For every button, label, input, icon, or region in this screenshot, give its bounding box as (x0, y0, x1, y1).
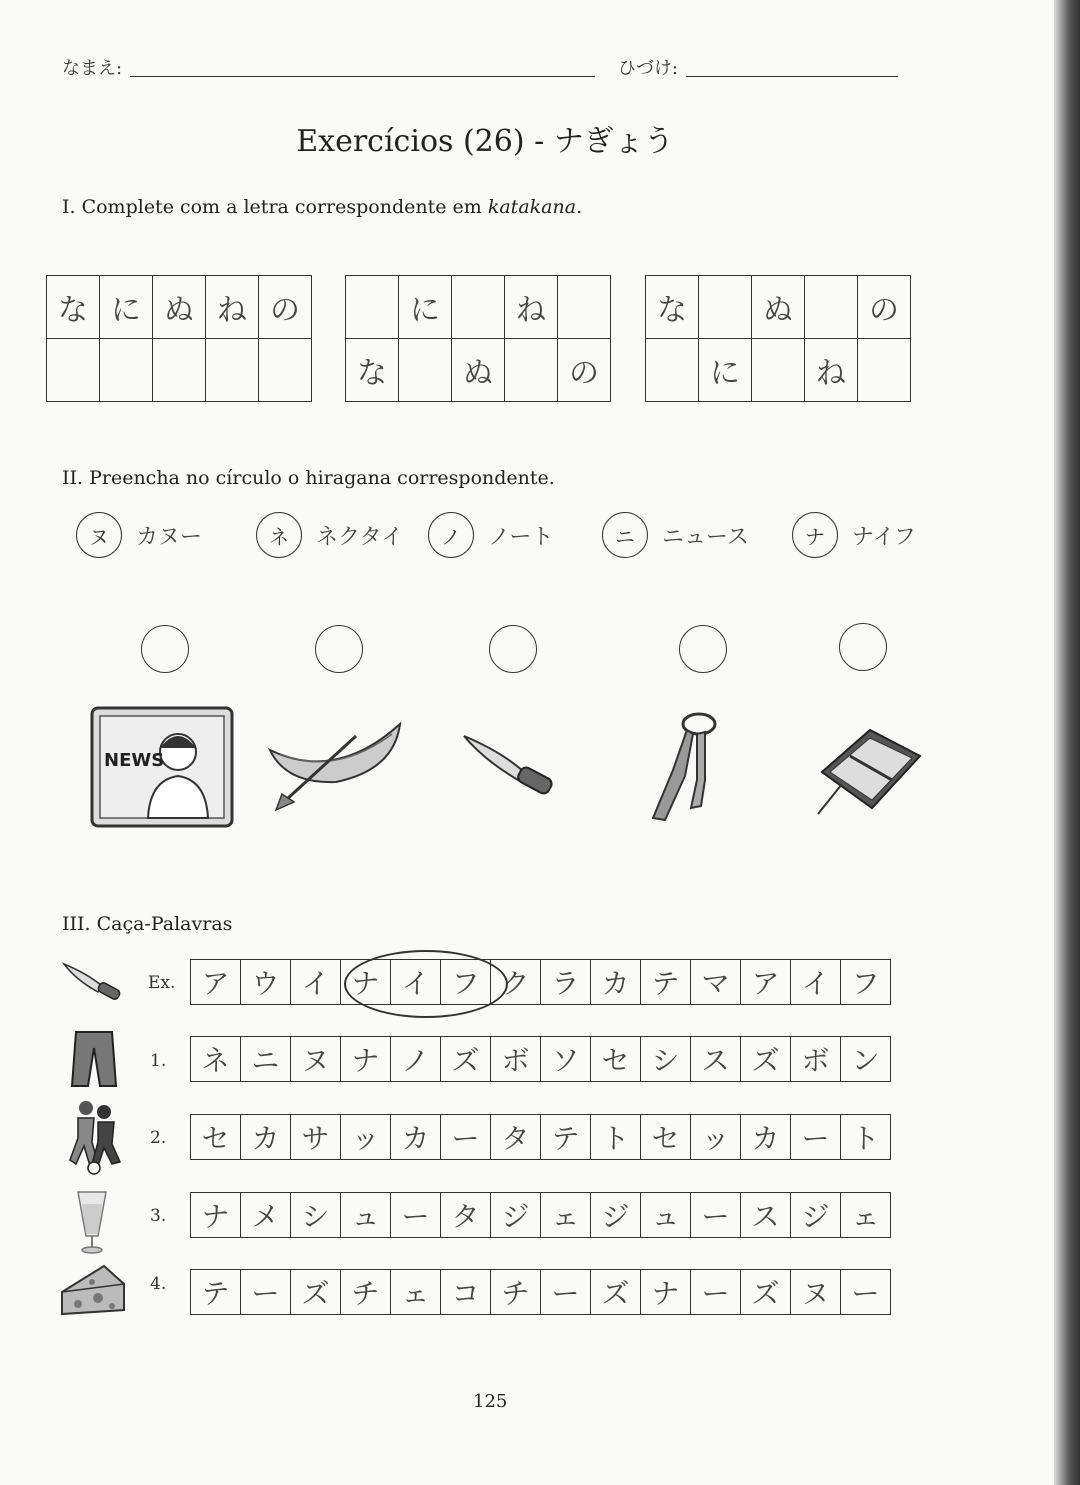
kana-word-pair (602, 512, 749, 558)
word-search-cell[interactable]: セ (591, 1037, 641, 1082)
word-search-cell[interactable]: ア (191, 960, 241, 1005)
kana-cell[interactable] (346, 276, 399, 339)
kana-cell: に (699, 339, 752, 402)
word-search-row-4 (190, 1269, 891, 1315)
kana-cell[interactable] (100, 339, 153, 402)
word-search-cell[interactable]: ラ (541, 960, 591, 1005)
kana-cell: な (346, 339, 399, 402)
word-search-cell[interactable]: ヌ (291, 1037, 341, 1082)
word-search-cell[interactable]: ー (841, 1270, 891, 1315)
answer-circle-1[interactable] (141, 625, 189, 673)
word-search-cell[interactable]: ウ (241, 960, 291, 1005)
answer-circle-3[interactable] (489, 625, 537, 673)
date-field[interactable] (686, 76, 898, 77)
word-search-cell[interactable]: ヌ (791, 1270, 841, 1315)
kana-cell[interactable] (259, 339, 312, 402)
row-label-1: 1. (150, 1051, 167, 1071)
word-search-cell[interactable]: ト (841, 1115, 891, 1160)
word-search-cell[interactable]: ー (791, 1115, 841, 1160)
katakana-word: カヌー (136, 524, 203, 550)
word-search-cell[interactable]: ネ (191, 1037, 241, 1082)
word-search-cell[interactable]: カ (241, 1115, 291, 1160)
answer-circle-2[interactable] (315, 625, 363, 673)
word-search-cell[interactable]: タ (491, 1115, 541, 1160)
necktie-icon (645, 710, 725, 822)
kana-cell: に (399, 276, 452, 339)
word-search-cell[interactable]: ニ (241, 1037, 291, 1082)
word-search-cell[interactable]: ソ (541, 1037, 591, 1082)
word-search-cell[interactable]: イ (291, 960, 341, 1005)
word-search-cell[interactable]: ノ (391, 1037, 441, 1082)
row-label-2: 2. (150, 1128, 167, 1148)
word-search-cell[interactable]: ズ (591, 1270, 641, 1315)
kana-cell[interactable] (206, 339, 259, 402)
katakana-word: ネクタイ (316, 524, 404, 550)
juice-glass-icon (74, 1190, 110, 1254)
row-label-3: 3. (150, 1206, 167, 1226)
kana-cell: な (646, 276, 699, 339)
answer-circle-5[interactable] (839, 623, 887, 671)
kana-cell: の (858, 276, 911, 339)
word-search-cell[interactable]: フ (841, 960, 891, 1005)
kana-cell: ぬ (153, 276, 206, 339)
word-search-cell[interactable]: ズ (291, 1270, 341, 1315)
word-search-cell[interactable]: ン (841, 1037, 891, 1082)
word-search-cell[interactable]: ッ (691, 1115, 741, 1160)
word-search-cell[interactable]: ー (441, 1115, 491, 1160)
kana-cell: ぬ (452, 339, 505, 402)
word-search-cell[interactable]: チ (341, 1270, 391, 1315)
word-search-cell[interactable]: ュ (641, 1193, 691, 1238)
word-search-cell[interactable]: セ (191, 1115, 241, 1160)
katakana-circle: ナ (792, 512, 838, 558)
kana-cell[interactable] (805, 276, 858, 339)
kana-cell: の (259, 276, 312, 339)
katakana-circle: ニ (602, 512, 648, 558)
word-search-cell[interactable]: ト (591, 1115, 641, 1160)
katakana-circle: ノ (428, 512, 474, 558)
word-search-cell[interactable]: イ (791, 960, 841, 1005)
word-search-cell[interactable]: シ (641, 1037, 691, 1082)
word-search-cell[interactable]: テ (541, 1115, 591, 1160)
word-search-cell[interactable]: ボ (791, 1037, 841, 1082)
word-search-cell[interactable]: カ (741, 1115, 791, 1160)
kana-cell[interactable] (699, 276, 752, 339)
row-label-4: 4. (150, 1274, 167, 1294)
katakana-word: ノート (488, 524, 554, 550)
word-search-cell[interactable]: ズ (741, 1037, 791, 1082)
kana-cell[interactable] (452, 276, 505, 339)
word-search-cell[interactable]: ェ (391, 1270, 441, 1315)
kana-table-1 (46, 275, 312, 402)
word-search-cell[interactable]: ク (491, 960, 541, 1005)
word-search-cell[interactable]: ー (391, 1193, 441, 1238)
word-search-cell[interactable]: ェ (841, 1193, 891, 1238)
word-search-cell[interactable]: ー (241, 1270, 291, 1315)
kana-cell: ぬ (752, 276, 805, 339)
kana-cell[interactable] (858, 339, 911, 402)
kana-word-pair (256, 512, 403, 558)
kana-cell[interactable] (646, 339, 699, 402)
word-search-cell[interactable]: ジ (791, 1193, 841, 1238)
word-search-cell[interactable]: ー (691, 1270, 741, 1315)
word-search-cell[interactable]: ナ (341, 960, 391, 1005)
word-search-cell[interactable]: テ (641, 960, 691, 1005)
soccer-players-icon (64, 1098, 124, 1176)
word-search-cell[interactable]: コ (441, 1270, 491, 1315)
word-search-row-2 (190, 1114, 891, 1160)
section3-heading: III. Caça-Palavras (62, 913, 233, 935)
word-search-cell[interactable]: ジ (591, 1193, 641, 1238)
word-search-cell[interactable]: ア (741, 960, 791, 1005)
word-search-cell[interactable]: テ (191, 1270, 241, 1315)
katakana-word: ナイフ (852, 524, 916, 550)
section2-heading: II. Preencha no círculo o hiragana correspondente. (62, 467, 555, 489)
katakana-circle: ヌ (76, 512, 122, 558)
trousers-icon (70, 1030, 118, 1088)
kana-word-pair (428, 512, 553, 558)
word-search-cell[interactable]: ナ (641, 1270, 691, 1315)
kana-word-pair (76, 512, 202, 558)
word-search-cell[interactable]: ジ (491, 1193, 541, 1238)
kana-table-3 (645, 275, 911, 402)
word-search-cell[interactable]: ー (691, 1193, 741, 1238)
word-search-cell[interactable]: メ (241, 1193, 291, 1238)
date-label: ひづけ: (618, 58, 679, 79)
kana-cell[interactable] (752, 339, 805, 402)
kana-cell: の (558, 339, 611, 402)
word-search-cell[interactable]: ッ (341, 1115, 391, 1160)
kana-word-pair (792, 512, 916, 558)
canoe-icon (266, 720, 406, 812)
kana-cell[interactable] (47, 339, 100, 402)
word-search-cell[interactable]: サ (291, 1115, 341, 1160)
news-label: NEWS (104, 750, 165, 771)
word-search-cell[interactable]: カ (591, 960, 641, 1005)
row-label-example: Ex. (148, 973, 176, 993)
word-search-cell[interactable]: ボ (491, 1037, 541, 1082)
word-search-cell[interactable]: ナ (191, 1193, 241, 1238)
word-search-row-example (190, 959, 891, 1005)
kana-cell: に (100, 276, 153, 339)
word-search-row-1 (190, 1036, 891, 1082)
katakana-word: ニュース (662, 524, 749, 550)
word-search-cell[interactable]: ェ (541, 1193, 591, 1238)
kana-cell[interactable] (558, 276, 611, 339)
word-search-cell[interactable]: ュ (341, 1193, 391, 1238)
name-field[interactable] (130, 76, 595, 77)
word-search-cell[interactable]: ズ (741, 1270, 791, 1315)
word-search-cell[interactable]: タ (441, 1193, 491, 1238)
word-search-cell[interactable]: ス (691, 1037, 741, 1082)
word-search-cell[interactable]: カ (391, 1115, 441, 1160)
kana-cell: ね (805, 339, 858, 402)
answer-circle-4[interactable] (679, 625, 727, 673)
section1-heading: I. Complete com a letra correspondente em katakana. (62, 196, 583, 218)
kana-word-pairs (76, 512, 976, 562)
kana-cell: ね (505, 276, 558, 339)
kana-cell[interactable] (153, 339, 206, 402)
word-search-cell[interactable]: ス (741, 1193, 791, 1238)
page-number: 125 (473, 1391, 508, 1412)
word-search-cell[interactable]: ズ (441, 1037, 491, 1082)
kana-table-2 (345, 275, 611, 402)
kana-cell: な (47, 276, 100, 339)
page-title: Exercícios (26) - ナぎょう (296, 124, 674, 159)
word-search-cell[interactable]: フ (441, 960, 491, 1005)
word-search-cell[interactable]: チ (491, 1270, 541, 1315)
word-search-cell[interactable]: シ (291, 1193, 341, 1238)
knife-icon (462, 732, 557, 802)
cheese-icon (58, 1262, 128, 1318)
knife-icon (62, 962, 124, 1004)
name-label: なまえ: (62, 58, 123, 79)
kana-cell[interactable] (399, 339, 452, 402)
word-search-cell[interactable]: ー (541, 1270, 591, 1315)
word-search-cell[interactable]: セ (641, 1115, 691, 1160)
notebook-icon (812, 726, 924, 818)
katakana-circle: ネ (256, 512, 302, 558)
word-search-cell[interactable]: イ (391, 960, 441, 1005)
news-tv-icon (90, 706, 234, 830)
word-search-cell[interactable]: ナ (341, 1037, 391, 1082)
word-search-cell[interactable]: マ (691, 960, 741, 1005)
kana-cell: ね (206, 276, 259, 339)
kana-cell[interactable] (505, 339, 558, 402)
word-search-row-3 (190, 1192, 891, 1238)
page-binding-edge (1054, 0, 1080, 1485)
example-answer-ellipse (344, 950, 508, 1018)
